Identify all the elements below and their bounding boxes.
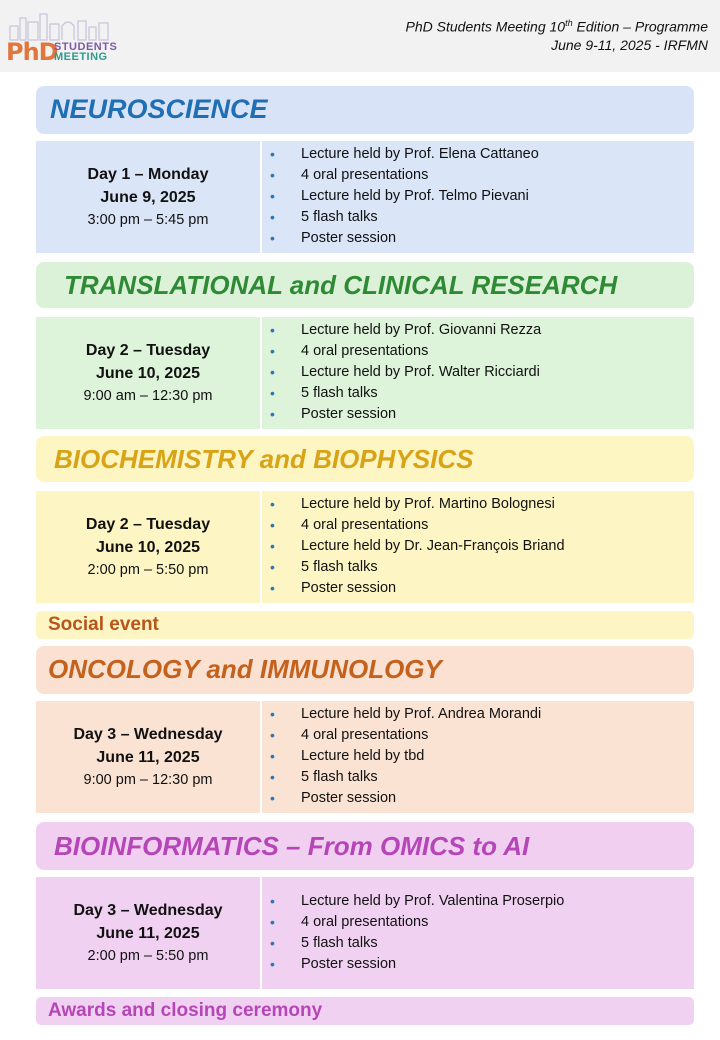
list-item: • 5 flash talks [270,933,564,954]
session-day: Day 3 – Wednesday [73,902,223,919]
header-title-block [406,14,708,54]
divider [260,701,262,813]
list-item: • 5 flash talks [270,767,541,788]
header-subtitle: June 9-11, 2025 - IRFMN [551,36,708,53]
session-time: 2:00 pm – 5:50 pm [87,948,209,964]
logo-phd-text: PhD [6,38,58,66]
session-day: Day 2 – Tuesday [85,342,211,359]
list-item: • Poster session [270,578,565,599]
session-box-biochemistry [36,491,694,603]
session-items-list [270,144,539,249]
session-title: BIOCHEMISTRY and BIOPHYSICS [54,444,474,474]
list-item: • Poster session [270,228,539,249]
session-time: 3:00 pm – 5:45 pm [87,212,209,228]
social-event-bar [36,611,694,639]
divider [260,877,262,989]
session-time: 9:00 pm – 12:30 pm [83,772,213,788]
session-date: June 10, 2025 [95,539,201,556]
session-items-list [270,494,565,599]
list-item: • 4 oral presentations [270,165,539,186]
session-schedule [36,491,260,603]
logo-students-text: STUDENTS [54,41,118,53]
list-item: • Poster session [270,954,564,975]
list-item: • Lecture held by Prof. Andrea Morandi [270,704,541,725]
list-item: • Lecture held by Prof. Telmo Pievani [270,186,539,207]
divider [260,141,262,253]
session-title: BIOINFORMATICS – From OMICS to AI [54,831,530,861]
session-items-list [270,891,564,975]
list-item: • 4 oral presentations [270,515,565,536]
list-item: • Lecture held by Prof. Giovanni Rezza [270,320,541,341]
session-box-oncology [36,701,694,813]
list-item: • Poster session [270,788,541,809]
divider [260,491,262,603]
logo-meeting-text: MEETING [54,51,108,63]
divider [260,317,262,429]
session-items-list [270,320,541,425]
session-box-bioinformatics [36,877,694,989]
session-date: June 10, 2025 [95,365,201,382]
session-box-neuroscience [36,141,694,253]
session-date: June 11, 2025 [96,925,200,942]
header-title: PhD Students Meeting 10th Edition – Programme [405,18,708,35]
session-title: TRANSLATIONAL and CLINICAL RESEARCH [64,270,618,300]
session-time: 2:00 pm – 5:50 pm [87,562,209,578]
session-time: 9:00 am – 12:30 pm [83,388,213,404]
session-band-translational [36,262,694,308]
session-schedule [36,701,260,813]
session-schedule [36,141,260,253]
session-schedule [36,877,260,989]
page-header [0,0,720,72]
closing-ceremony-label: Awards and closing ceremony [48,1000,323,1021]
phd-students-meeting-logo [6,12,116,66]
session-items-list [270,704,541,809]
session-title: NEUROSCIENCE [50,94,268,124]
session-date: June 11, 2025 [96,749,200,766]
list-item: • Poster session [270,404,541,425]
list-item: • Lecture held by Dr. Jean-François Briand [270,536,565,557]
list-item: • 5 flash talks [270,383,541,404]
session-band-oncology [36,646,694,694]
session-day: Day 1 – Monday [87,166,209,183]
list-item: • 5 flash talks [270,207,539,228]
session-day: Day 3 – Wednesday [73,726,223,743]
list-item: • 4 oral presentations [270,341,541,362]
list-item: • Lecture held by Prof. Walter Ricciardi [270,362,541,383]
list-item: • 4 oral presentations [270,912,564,933]
session-box-translational [36,317,694,429]
session-schedule [36,317,260,429]
session-band-biochemistry [36,436,694,482]
list-item: • 5 flash talks [270,557,565,578]
session-band-neuroscience [36,86,694,134]
session-day: Day 2 – Tuesday [85,516,211,533]
list-item: • 4 oral presentations [270,725,541,746]
social-event-label: Social event [48,614,159,635]
list-item: • Lecture held by Prof. Martino Bolognesi [270,494,565,515]
list-item: • Lecture held by Prof. Valentina Proserpio [270,891,564,912]
session-date: June 9, 2025 [100,189,196,206]
list-item: • Lecture held by Prof. Elena Cattaneo [270,144,539,165]
closing-ceremony-bar [36,997,694,1025]
session-band-bioinformatics [36,822,694,870]
list-item: • Lecture held by tbd [270,746,541,767]
session-title: ONCOLOGY and IMMUNOLOGY [48,654,442,684]
